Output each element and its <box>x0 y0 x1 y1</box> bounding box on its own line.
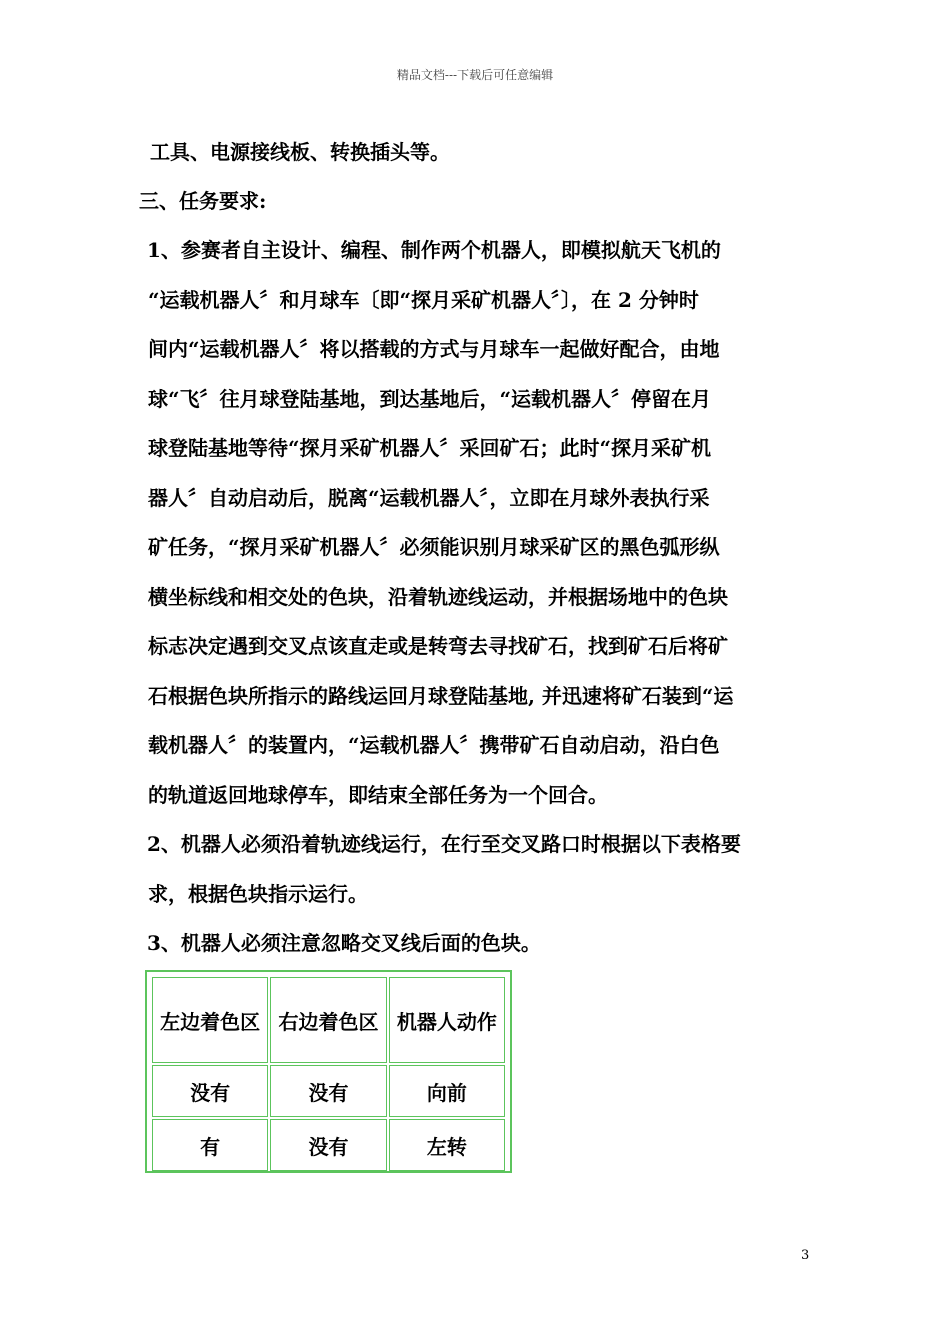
text-line-item3: 3、机器人必须注意忽略交叉线后面的色块。 <box>147 931 541 955</box>
table <box>150 975 507 1173</box>
text-line: 标志决定遇到交叉点该直走或是转弯去寻找矿石，找到矿石后将矿 <box>148 634 728 658</box>
table-header-cell: 右边着色区 <box>270 977 386 1063</box>
table-cell: 向前 <box>389 1065 505 1117</box>
table-cell: 没有 <box>270 1065 386 1117</box>
table-header-row <box>152 977 505 1063</box>
table-cell: 没有 <box>270 1119 386 1171</box>
table-cell: 有 <box>152 1119 268 1171</box>
table-row <box>152 1065 505 1117</box>
color-action-table <box>145 970 512 1173</box>
text-line: 球登陆基地等待“探月采矿机器人〞采回矿石；此时“探月采矿机 <box>148 436 712 460</box>
text-line-tools: 工具、电源接线板、转换插头等。 <box>150 140 450 164</box>
table-cell: 左转 <box>389 1119 505 1171</box>
table-header-cell: 左边着色区 <box>152 977 268 1063</box>
page-header: 精品文档---下载后可任意编辑 <box>396 68 554 82</box>
table-header-cell: 机器人动作 <box>389 977 505 1063</box>
text-line-item1: 1、参赛者自主设计、编程、制作两个机器人，即模拟航天飞机的 <box>147 238 721 262</box>
text-line: 的轨道返回地球停车，即结束全部任务为一个回合。 <box>148 783 608 807</box>
text-line: 矿任务，“探月采矿机器人〞必须能识别月球采矿区的黑色弧形纵 <box>148 535 720 559</box>
text-line: “运载机器人〞和月球车〔即“探月采矿机器人〞〕，在 2 分钟时 <box>148 288 699 312</box>
text-line: 石根据色块所指示的路线运回月球登陆基地, 并迅速将矿石装到“运 <box>148 684 734 708</box>
table-cell: 没有 <box>152 1065 268 1117</box>
text-line: 间内“运载机器人〞将以搭载的方式与月球车一起做好配合，由地 <box>148 337 720 361</box>
text-line: 球“飞〞往月球登陆基地，到达基地后，“运载机器人〞停留在月 <box>148 387 712 411</box>
text-line: 器人〞自动启动后，脱离“运载机器人〞，立即在月球外表执行采 <box>148 486 710 510</box>
page-number: 3 <box>801 1248 810 1263</box>
text-line: 横坐标线和相交处的色块，沿着轨迹线运动，并根据场地中的色块 <box>148 585 728 609</box>
text-line: 载机器人〞的装置内，“运载机器人〞携带矿石自动启动，沿白色 <box>148 733 720 757</box>
text-line: 求，根据色块指示运行。 <box>148 882 368 906</box>
text-line-item2: 2、机器人必须沿着轨迹线运行，在行至交叉路口时根据以下表格要 <box>147 832 741 856</box>
table-row <box>152 1119 505 1171</box>
section-heading-task-requirements: 三、任务要求: <box>139 189 267 213</box>
